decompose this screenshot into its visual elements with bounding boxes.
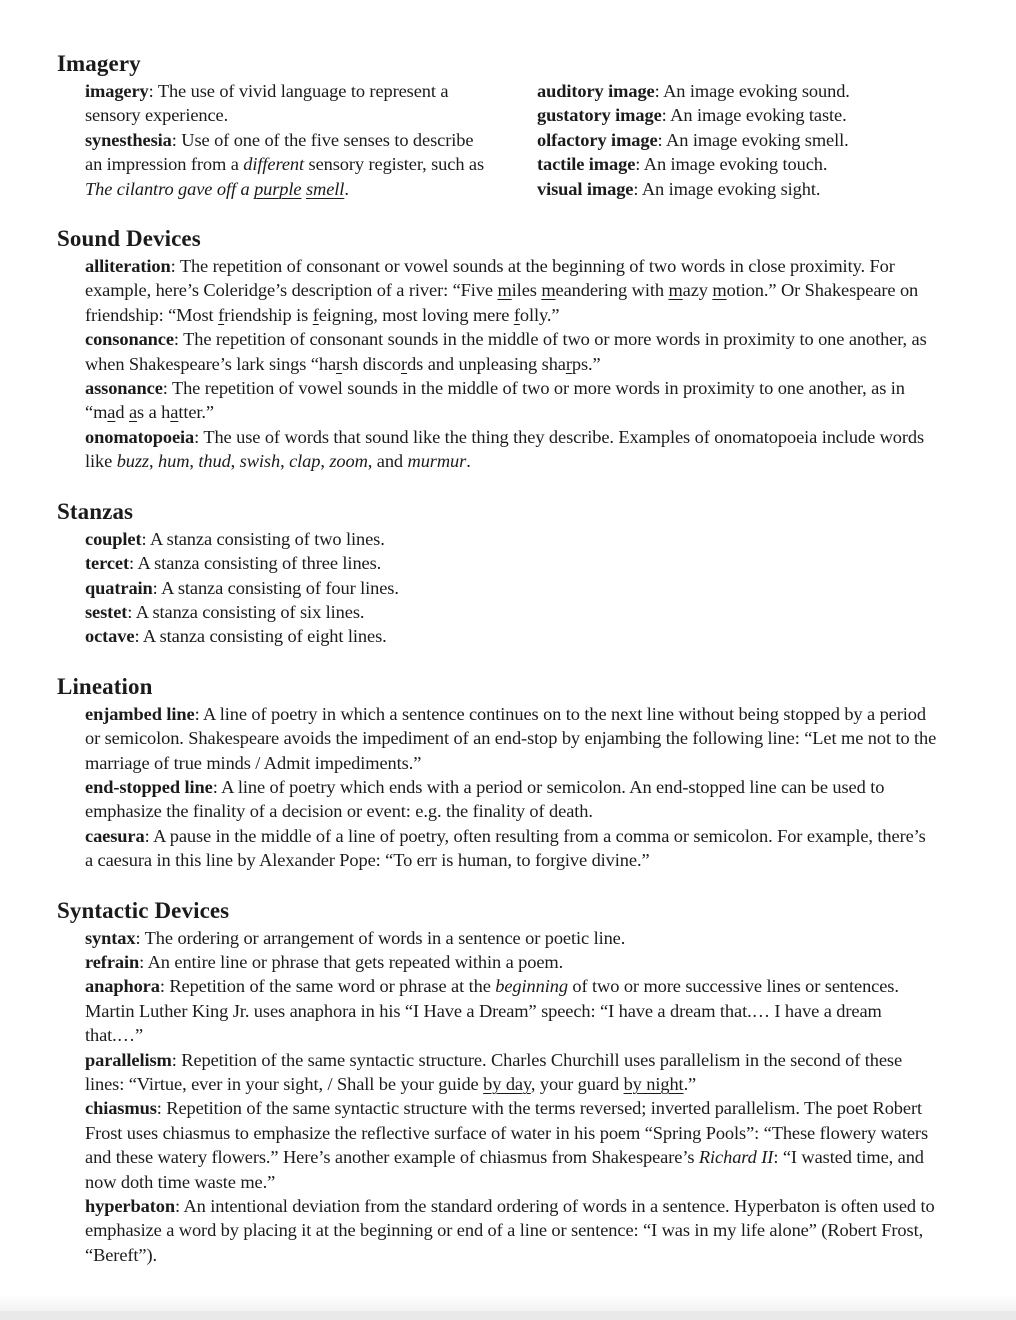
definition-text: purple: [254, 178, 302, 199]
definition-text: tter.”: [178, 402, 214, 423]
definition-text: ,: [320, 451, 330, 472]
term-label: hyperbaton: [85, 1196, 175, 1217]
section-stanzas: [57, 498, 960, 649]
glossary-entry-onomatopoeia: [85, 425, 937, 474]
definition-text: azy: [682, 280, 713, 301]
definition-text: : Repetition of the same syntactic structure. Charles Churchill uses parallelism in the second of these lines: “Virtue, ever in your sight, / Shall be your guide: [85, 1049, 903, 1094]
section-title-lineation: Lineation: [57, 673, 153, 699]
definition-text: : A stanza consisting of eight lines.: [134, 626, 387, 647]
page-edge-fade: [0, 1295, 1016, 1311]
definition-text: : The repetition of vowel sounds in the middle of two or more words in proximity to one another, as in “m: [85, 378, 905, 423]
term-label: syntax: [85, 927, 136, 948]
definition-text: zoom: [329, 451, 368, 472]
term-label: enjambed line: [85, 703, 195, 724]
definition-text: s a h: [137, 402, 171, 423]
glossary-entry-caesura: [85, 824, 937, 873]
glossary-entry-imagery: [85, 79, 485, 128]
term-label: auditory image: [537, 81, 655, 101]
definition-text: : The use of words that sound like the thing they describe. Examples of onomatopoeia include words like: [85, 426, 925, 472]
entry-list: [57, 527, 960, 649]
glossary-entry-quatrain: [85, 576, 937, 600]
term-label: anaphora: [85, 976, 160, 997]
definition-text: : A stanza consisting of six lines.: [127, 601, 365, 622]
term-label: octave: [85, 626, 135, 647]
term-label: assonance: [85, 378, 163, 399]
definition-text: : An image evoking sound.: [654, 81, 850, 101]
term-label: tercet: [85, 553, 129, 574]
section-sound-devices: [57, 225, 960, 474]
term-label: quatrain: [85, 577, 153, 598]
term-label: synesthesia: [85, 129, 172, 150]
definition-text: ps.”: [571, 353, 601, 374]
glossary-entry-couplet: [85, 527, 937, 551]
section-title-syntactic-devices: Syntactic Devices: [57, 897, 230, 923]
glossary-entry-sestet: [85, 600, 937, 624]
glossary-entry-refrain: [85, 950, 937, 974]
term-label: onomatopoeia: [85, 426, 195, 447]
glossary-entry-syntax: [85, 926, 937, 950]
definition-text: ,: [189, 451, 199, 472]
definition-text: : “I wasted time, and now doth time waste me.”: [85, 1147, 924, 1192]
entry-list: [57, 702, 960, 873]
entry-list: [57, 926, 960, 1268]
definition-text: ,: [230, 451, 240, 472]
definition-text: hum: [158, 451, 190, 472]
definition-text: r: [336, 353, 343, 374]
definition-text: a: [128, 402, 138, 423]
definition-text: : An intentional deviation from the standard ordering of words in a sentence. Hyperbaton is often used to emphasize a word by placing it at the beginning or end of a line or sentence: “I was in my life alone” (Robert Frost, “Bereft”).: [85, 1196, 935, 1265]
definition-text: : A pause in the middle of a line of poetry, often resulting from a comma or semicolon. For example, there’s a caesura in this line by Alexander Pope: “To err is human, to forgive divine.”: [85, 825, 926, 871]
glossary-entry-hyperbaton: [85, 1194, 937, 1267]
definition-text: buzz: [116, 451, 149, 472]
term-label: visual image: [537, 178, 634, 199]
glossary-entry-olfactory-image: [537, 128, 960, 152]
definition-text: m: [712, 280, 727, 301]
definition-text: clap: [289, 451, 321, 472]
definition-text: olly.”: [519, 304, 560, 325]
definition-text: : A stanza consisting of two lines.: [141, 528, 385, 549]
two-column-entries: [57, 79, 960, 201]
section-title-stanzas: Stanzas: [57, 498, 134, 524]
glossary-entry-chiasmus: [85, 1096, 937, 1194]
definition-text: , and: [367, 451, 408, 472]
definition-text: : An image evoking touch.: [635, 154, 828, 175]
definition-text: : An image evoking smell.: [657, 129, 849, 150]
glossary-entry-consonance: [85, 327, 937, 376]
definition-text: d: [115, 402, 129, 423]
definition-text: sh disco: [342, 353, 402, 374]
definition-text: eandering with: [555, 280, 669, 301]
left-column: [85, 79, 485, 201]
definition-text: ,: [149, 451, 158, 472]
definition-text: ds and unpleasing sha: [407, 353, 566, 374]
term-label: consonance: [85, 329, 174, 350]
glossary-entry-enjambed-line: [85, 702, 937, 775]
term-label: couplet: [85, 528, 142, 549]
definition-text: : An image evoking sight.: [633, 178, 821, 199]
definition-text: .: [344, 178, 349, 199]
glossary-entry-synesthesia: [85, 128, 485, 201]
page-edge-bar: [0, 1311, 1016, 1320]
term-label: refrain: [85, 951, 140, 972]
term-label: imagery: [85, 81, 149, 101]
definition-text: iles: [511, 280, 542, 301]
definition-text: a: [107, 402, 116, 423]
glossary-entry-alliteration: [85, 254, 937, 327]
definition-text: smell: [305, 178, 345, 199]
term-label: gustatory image: [537, 105, 662, 126]
term-label: parallelism: [85, 1049, 172, 1070]
definition-text: : A stanza consisting of three lines.: [128, 553, 382, 574]
definition-text: f: [312, 304, 319, 325]
definition-text: different: [243, 154, 305, 175]
glossary-entry-octave: [85, 624, 937, 648]
definition-text: r: [401, 353, 408, 374]
definition-text: : The repetition of consonant or vowel sounds at the beginning of two words in close proximity. For example, here’s Coleridge’s description of a river: “Five: [85, 256, 895, 301]
definition-text: ,: [280, 451, 290, 472]
glossary-entry-tactile-image: [537, 152, 960, 176]
glossary-entry-end-stopped-line: [85, 775, 937, 824]
definition-text: beginning: [495, 976, 568, 997]
term-label: sestet: [85, 601, 128, 622]
section-imagery: [57, 50, 960, 201]
definition-text: : Repetition of the same syntactic structure with the terms reversed; inverted parallelism. The poet Robert Frost uses chiasmus to emphasize the reflective surface of water in his poem “Spring Pools”: “These flowery waters and these watery flowers.” Here’s another example of chiasmus from Shakespeare’s: [85, 1098, 929, 1168]
definition-text: : The ordering or arrangement of words in a sentence or poetic line.: [135, 927, 626, 948]
definition-text: murmur: [407, 451, 467, 472]
right-column: [537, 79, 960, 201]
term-label: chiasmus: [85, 1098, 157, 1119]
glossary-entry-parallelism: [85, 1048, 937, 1097]
definition-text: : A line of poetry in which a sentence continues on to the next line without being stopped by a period or semicolon. Shakespeare avoids the impediment of an end-stop by enjambing the following line: “Let me not to the marriage of true minds / Admit impediments.”: [85, 703, 937, 773]
definition-text: a: [170, 402, 179, 423]
definition-text: sensory register, such as: [304, 154, 485, 175]
definition-text: : The use of vivid language to represent a sensory experience.: [85, 81, 449, 126]
definition-text: m: [497, 280, 512, 301]
glossary-entry-anaphora: [85, 974, 937, 1047]
term-label: alliteration: [85, 256, 171, 277]
definition-text: riendship is: [224, 304, 313, 325]
definition-text: : Repetition of the same word or phrase at the: [159, 976, 496, 997]
definition-text: of two or more successive lines or sentences. Martin Luther King Jr. uses anaphora in his “I Have a Dream” speech: “I have a dream that.… I have a dream that.…”: [85, 976, 899, 1046]
definition-text: : An image evoking taste.: [661, 105, 847, 126]
definition-text: .”: [683, 1074, 697, 1094]
definition-text: by day: [483, 1074, 531, 1094]
term-label: caesura: [85, 825, 145, 846]
term-label: olfactory image: [537, 129, 658, 150]
glossary-entry-assonance: [85, 376, 937, 425]
term-label: end-stopped line: [85, 776, 213, 797]
glossary-entry-visual-image: [537, 177, 960, 201]
definition-text: f: [513, 304, 520, 325]
definition-text: eigning, most loving mere: [318, 304, 514, 325]
definition-text: by night: [623, 1074, 684, 1094]
glossary-entry-gustatory-image: [537, 103, 960, 127]
definition-text: r: [565, 353, 572, 374]
section-title-imagery: Imagery: [57, 51, 141, 76]
term-label: tactile image: [537, 154, 636, 175]
glossary-entry-tercet: [85, 551, 937, 575]
definition-text: : The repetition of consonant sounds in the middle of two or more words in proximity to one another, as when Shakespeare’s lark sings “ha: [85, 329, 927, 374]
definition-text: : A stanza consisting of four lines.: [152, 577, 399, 598]
definition-text: swish: [239, 451, 281, 472]
section-syntactic-devices: [57, 897, 960, 1268]
section-lineation: [57, 673, 960, 873]
definition-text: : Use of one of the five senses to describe an impression from a: [85, 129, 474, 175]
glossary-entry-auditory-image: [537, 79, 960, 103]
section-title-sound-devices: Sound Devices: [57, 226, 201, 252]
definition-text: : An entire line or phrase that gets repeated within a poem.: [139, 951, 564, 972]
definition-text: : A line of poetry which ends with a period or semicolon. An end-stopped line can be used to emphasize the finality of a decision or event: e.g. the finality of death.: [85, 776, 885, 822]
definition-text: .: [466, 451, 471, 472]
definition-text: thud: [198, 451, 231, 472]
entry-list: [57, 254, 960, 474]
definition-text: Richard II: [698, 1147, 774, 1168]
definition-text: f: [218, 304, 225, 325]
definition-text: , your guard: [530, 1074, 624, 1094]
definition-text: otion.” Or Shakespeare on friendship: “Most: [85, 280, 919, 325]
definition-text: The cilantro gave off a: [85, 178, 255, 199]
definition-text: m: [541, 280, 556, 301]
definition-text: m: [668, 280, 683, 301]
